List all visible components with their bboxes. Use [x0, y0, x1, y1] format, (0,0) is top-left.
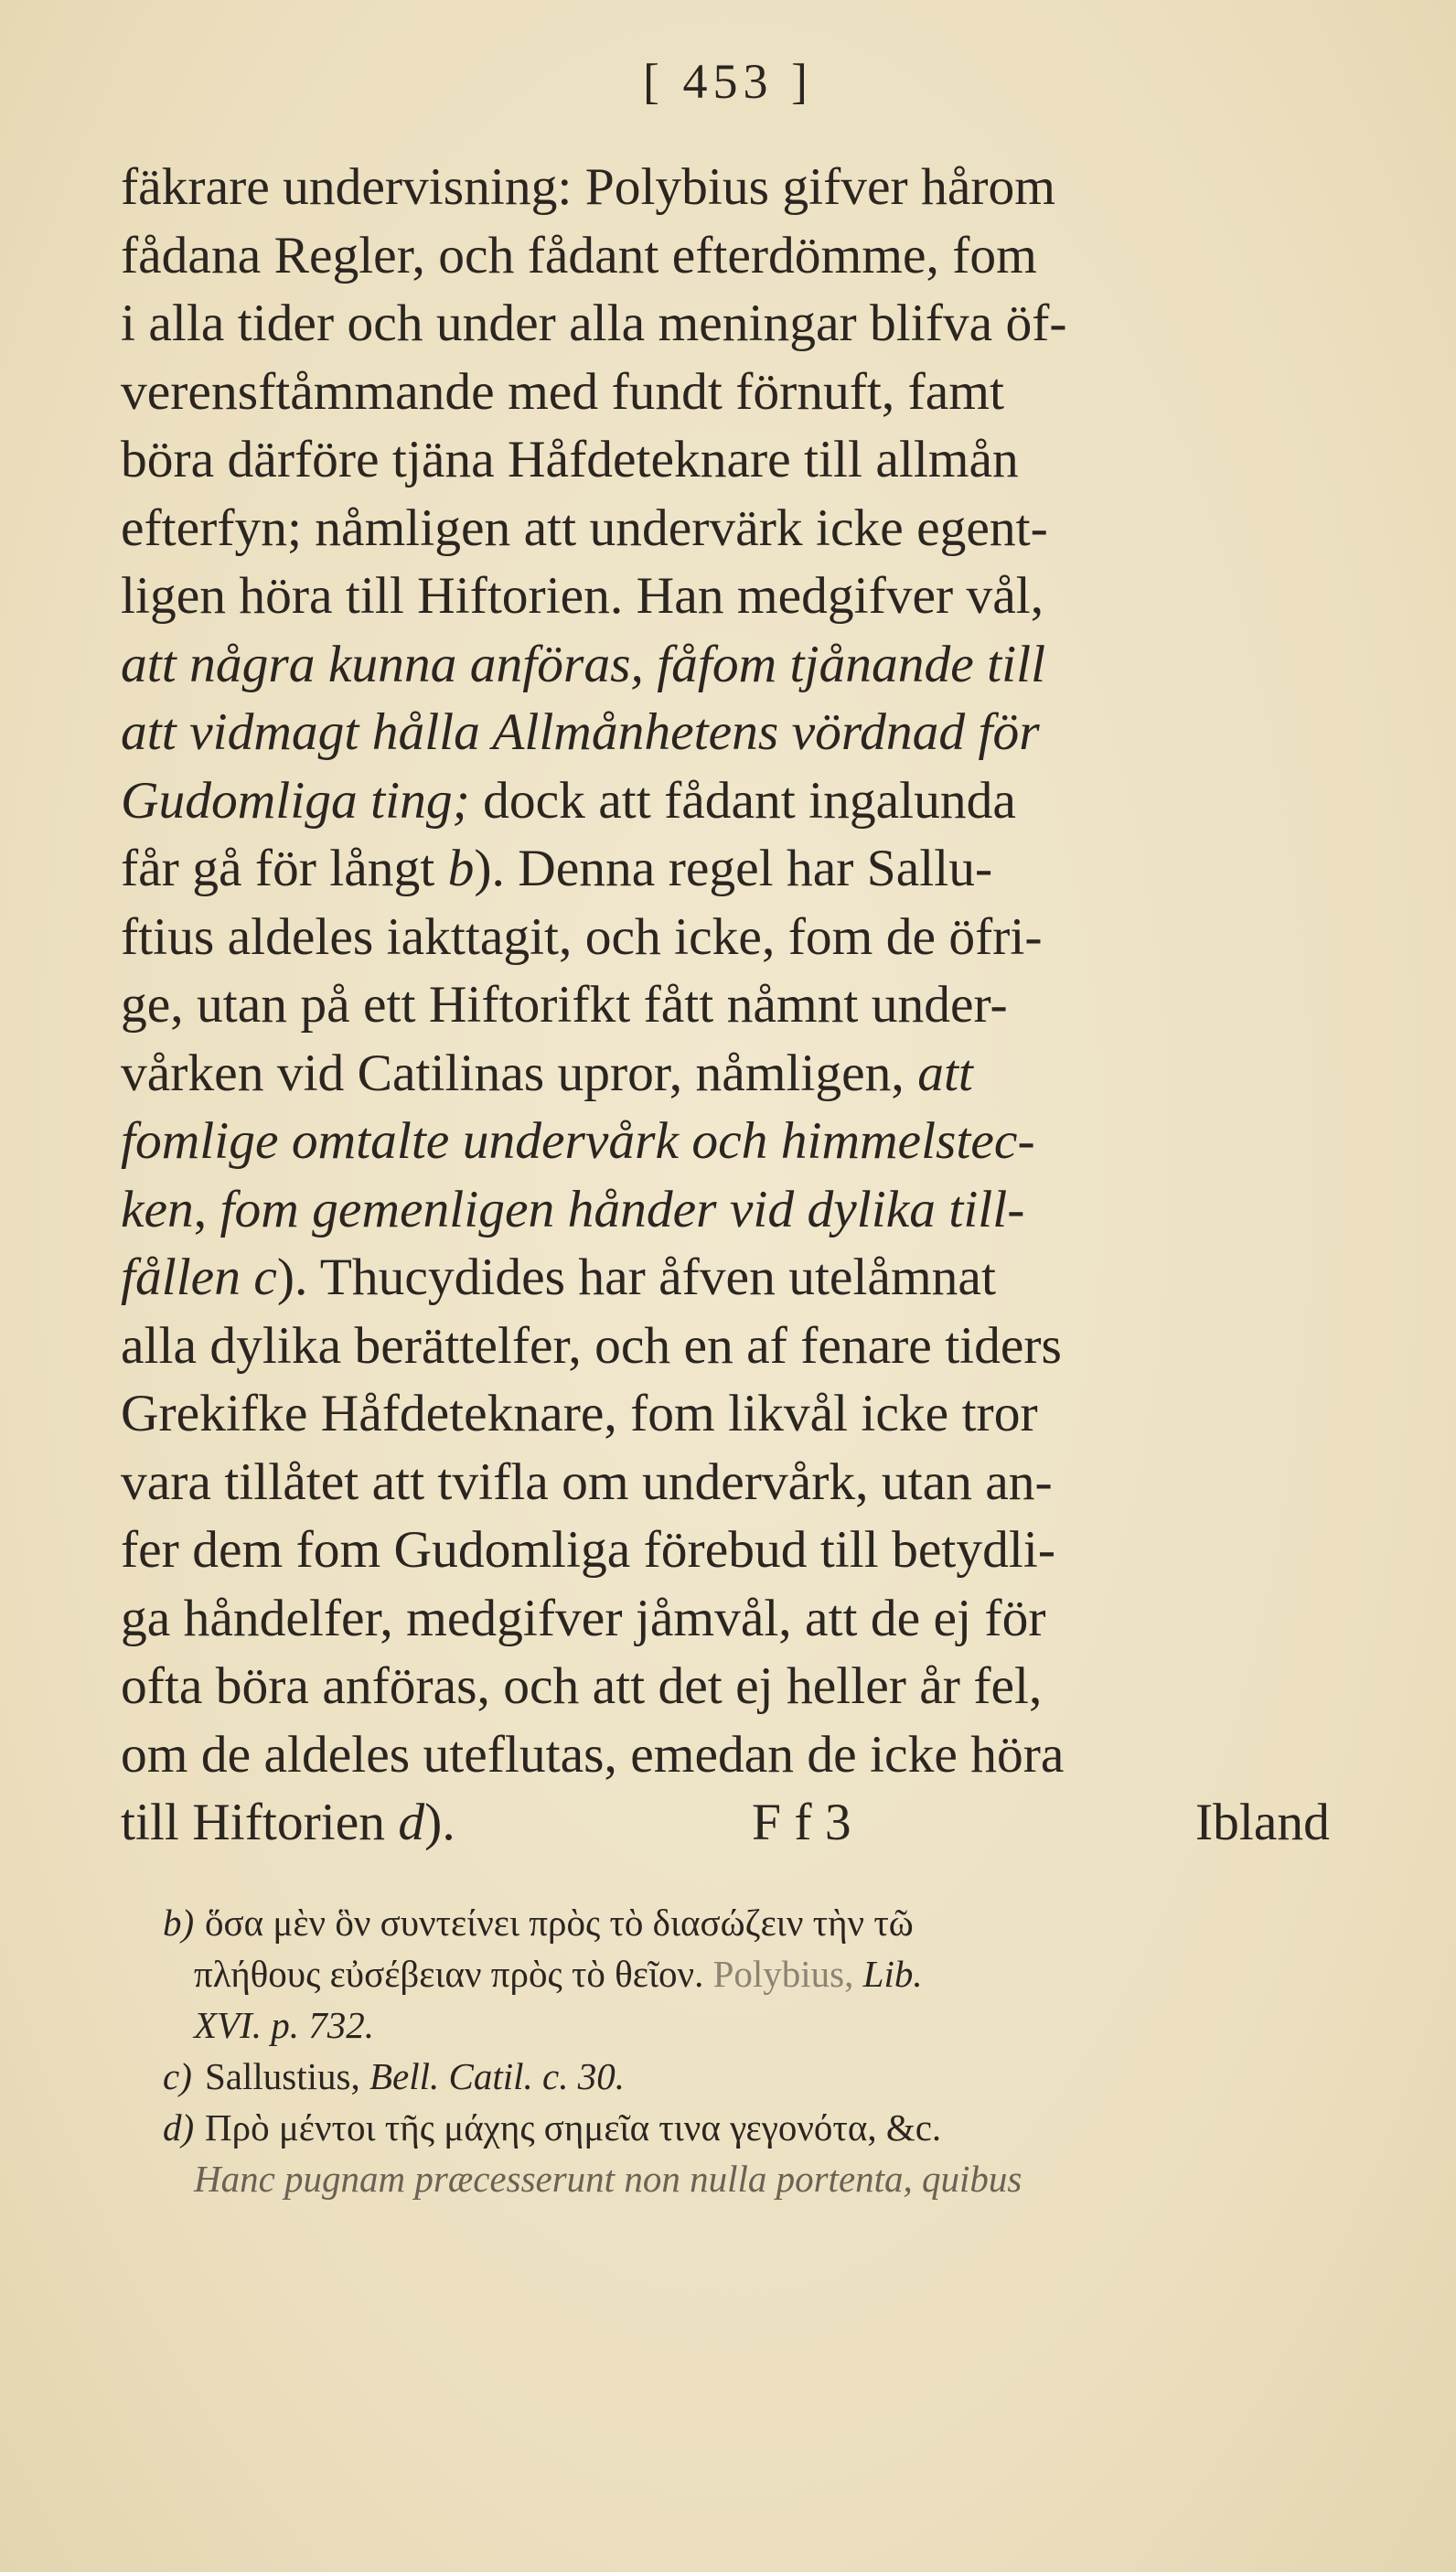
footnotes-block — [121, 1897, 1401, 2204]
footnote-mark: b) — [163, 1902, 195, 1944]
source-reference: Bell. Catil. c. 30. — [369, 2055, 625, 2097]
italic-phrase: ken — [121, 1180, 194, 1238]
text-line — [121, 1176, 1365, 1245]
text-line-last — [121, 1789, 1365, 1858]
text-line: fer dem fom Gudomliga förebud till betydli- — [121, 1521, 1055, 1579]
text-line: om de aldeles uteflutas, emedan de icke höra — [121, 1725, 1065, 1784]
footnote-d-line2: Hanc pugnam præcesserunt non nulla portenta, quibus — [194, 2158, 1022, 2200]
text-line: verensftåmmande med fundt förnuft, famt — [121, 362, 1004, 421]
italic-phrase: fom gemenligen hånder vid dylika till- — [219, 1180, 1025, 1238]
footnote-reference: d — [398, 1794, 425, 1851]
source-author: Polybius, — [712, 1953, 854, 1995]
text-line: ligen höra till Hiftorien. Han medgifver vål, — [121, 567, 1044, 625]
footnote-d-line1 — [121, 2102, 1401, 2153]
page-number-header: [ 453 ] — [643, 54, 813, 109]
text-run: vårken vid Catilinas upror, nåmligen, — [121, 1044, 918, 1102]
text-line: fådana Regler, och fådant efterdömme, fom — [121, 226, 1037, 284]
text-line — [121, 1040, 1365, 1109]
text-line: Grekifke Håfdeteknare, fom likvål icke tror — [121, 1385, 1038, 1442]
footnote-b-line3: XVI. p. 732. — [194, 2004, 374, 2046]
text-line: ga håndelfer, medgifver jåmvål, att de ej för — [121, 1589, 1046, 1647]
footnote-mark: c) — [163, 2055, 192, 2097]
italic-phrase: Gudomliga ting; — [121, 771, 470, 830]
text-line: ge, utan på ett Hiftorifkt fått nåmnt under- — [121, 976, 1008, 1034]
italic-phrase-with-reference: fållen c — [121, 1248, 277, 1306]
footnote-reference: b — [447, 840, 475, 897]
text-line — [121, 835, 1365, 904]
main-text-block — [121, 154, 1365, 1858]
text-run: , — [193, 1180, 220, 1238]
text-line: i alla tider och under alla meningar blifva öf- — [121, 295, 1067, 352]
footnote-mark: d) — [163, 2106, 195, 2149]
text-line: vara tillåtet att tvifla om undervårk, utan an- — [121, 1452, 1053, 1511]
footnote-c — [121, 2051, 1401, 2102]
source-reference: Lib. — [862, 1953, 923, 1995]
text-line: ftius aldeles iakttagit, och icke, fom de öfri- — [121, 907, 1043, 966]
text-line: ofta böra anföras, och att det ej heller år fel, — [121, 1657, 1043, 1715]
footnote-b-line1 — [121, 1897, 1401, 1948]
text-line — [121, 1244, 1365, 1313]
catchword: Ibland — [1195, 1794, 1330, 1851]
text-line: fäkrare undervisning: Polybius gifver hårom — [121, 158, 1055, 216]
source-author: Sallustius, — [205, 2055, 360, 2097]
text-line-italic: fomlige omtalte undervårk och himmelstec- — [121, 1112, 1035, 1170]
text-run: ). Thucydides har åfven utelåmnat — [276, 1248, 996, 1306]
text-run: till Hiftorien — [121, 1794, 399, 1851]
footnote-b-line2 — [121, 1948, 1401, 1999]
italic-phrase: att — [917, 1044, 973, 1102]
greek-text: Πρὸ μέντοι τῆς μάχης σημεῖα τινα γεγονότα, &c. — [205, 2106, 942, 2149]
text-run: får gå för långt — [121, 840, 448, 897]
text-line — [121, 767, 1365, 836]
greek-text: ὅσα μὲν ὃν συντείνει πρὸς τὸ διασώζειν τὴν τῶ — [205, 1902, 914, 1944]
text-run: ). — [424, 1794, 455, 1851]
text-line: efterfyn; nåmligen att undervärk icke egent- — [121, 498, 1048, 557]
text-line: alla dylika berättelfer, och en af fenare tiders — [121, 1316, 1062, 1375]
text-run: ). Denna regel har Sallu- — [474, 840, 993, 897]
greek-text: πλήθους εὐσέβειαν πρὸς τὸ θεῖον. — [194, 1953, 704, 1995]
text-run: dock att fådant ingalunda — [469, 771, 1016, 830]
text-line-italic: att vidmagt hålla Allmånhetens vördnad för — [121, 703, 1040, 761]
text-line-italic: att några kunna anföras, fåfom tjånande till — [121, 635, 1046, 693]
text-line: böra därföre tjäna Håfdeteknare till allmån — [121, 431, 1019, 488]
signature-mark: F f 3 — [752, 1794, 851, 1851]
